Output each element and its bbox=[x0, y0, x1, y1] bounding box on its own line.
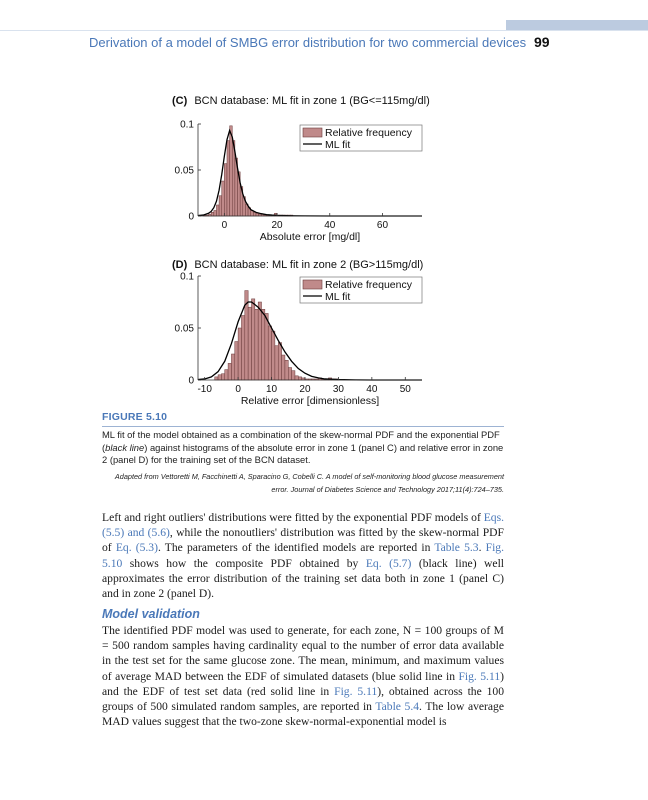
histogram-bar bbox=[216, 205, 219, 216]
histogram-bar bbox=[255, 309, 258, 380]
histogram-bar bbox=[256, 213, 259, 216]
histogram-bar bbox=[218, 375, 221, 380]
histogram-bar bbox=[295, 376, 298, 380]
histogram-bar bbox=[222, 181, 225, 216]
histogram-bar bbox=[268, 326, 271, 380]
y-tick-label: 0.05 bbox=[174, 165, 194, 177]
x-tick-label: 40 bbox=[366, 384, 378, 395]
text-run: Left and right outliers' distributions were fitted by the exponential PDF models of bbox=[102, 511, 484, 524]
x-axis-label: Relative error [dimensionless] bbox=[240, 395, 380, 406]
body-paragraph bbox=[102, 623, 504, 729]
text-run: . bbox=[478, 541, 486, 555]
equation-link[interactable]: Eqs. (5.5) and (5.6) bbox=[102, 511, 505, 540]
histogram-bar bbox=[258, 302, 261, 380]
histogram-bar bbox=[251, 299, 254, 380]
histogram-bar bbox=[262, 309, 265, 380]
histogram-bar bbox=[231, 354, 234, 380]
text-run: (black line) well approximates the error distribution of the training set data both in zone 1 (panel C) and in zone 2 (panel D). bbox=[102, 556, 505, 601]
text-run: . The parameters of the identified models are reported in bbox=[157, 541, 435, 555]
histogram-bar bbox=[211, 212, 214, 216]
histogram-bar bbox=[241, 316, 244, 380]
histogram-bar bbox=[265, 313, 268, 380]
figure-caption bbox=[102, 429, 504, 467]
table-link[interactable]: Table 5.4 bbox=[375, 700, 420, 714]
figure-link[interactable]: Fig. 5.11 bbox=[334, 684, 378, 698]
x-tick-label: 10 bbox=[265, 384, 278, 395]
x-tick-label: 0 bbox=[235, 384, 241, 395]
histogram-bar bbox=[282, 355, 285, 380]
x-tick-label: 0 bbox=[221, 220, 228, 231]
histogram-bar bbox=[292, 371, 295, 380]
histogram-bar bbox=[224, 164, 227, 216]
text-run: . The low average MAD values suggest that the two-zone skew-normal-exponential model is bbox=[102, 700, 504, 729]
histogram-bar bbox=[285, 360, 288, 380]
legend-swatch-bar bbox=[303, 280, 322, 289]
figure-rule bbox=[102, 426, 504, 427]
histogram-bar bbox=[219, 196, 222, 216]
text-run: , while the nonoutliers' distribution was fitted by the skew-normal PDF of bbox=[102, 526, 504, 555]
equation-link[interactable]: Eq. (5.3) bbox=[115, 541, 158, 555]
header-rule bbox=[0, 30, 648, 31]
histogram-bar bbox=[228, 363, 231, 380]
equation-link[interactable]: Eq. (5.7) bbox=[365, 556, 412, 570]
x-tick-label: 30 bbox=[332, 384, 344, 395]
table-link[interactable]: Table 5.3 bbox=[434, 541, 479, 555]
panel-label: (C) bbox=[172, 95, 188, 107]
caption-text: ) against histograms of the absolute error in zone 1 (panel C) and relative error in zone 2 (panel D) for the training set of the BCN dataset. bbox=[102, 441, 504, 466]
y-tick-label: 0.05 bbox=[174, 323, 194, 335]
legend-label: ML fit bbox=[325, 139, 351, 151]
histogram-bar bbox=[230, 126, 233, 216]
histogram-bar bbox=[214, 210, 217, 216]
page-number: 99 bbox=[534, 34, 550, 50]
histogram-bar bbox=[288, 368, 291, 380]
x-tick-label: -10 bbox=[197, 384, 212, 395]
histogram-bar bbox=[248, 307, 251, 380]
figure-link[interactable]: Fig. 5.10 bbox=[102, 541, 504, 570]
text-run: The identified PDF model was used to generate, for each zone, N = 100 groups of M = 500 random samples having cardinality equal to the number of error data available in the test set for the same glucose zone. The mean, minimum, and maximum values of average MAD between the EDF of simulated datasets (blue solid line in bbox=[102, 624, 504, 683]
y-tick-label: 0 bbox=[188, 211, 194, 223]
chart-title-text: BCN database: ML fit in zone 1 (BG<=115mg/dl) bbox=[194, 95, 430, 107]
x-tick-label: 60 bbox=[376, 220, 389, 231]
histogram-bar bbox=[225, 370, 228, 380]
chart-panel-d bbox=[150, 254, 470, 406]
caption-italic: black line bbox=[105, 441, 145, 453]
text-run: ), obtained across the 100 groups of 500 simulated random samples, are reported in bbox=[102, 684, 505, 714]
y-tick-label: 0 bbox=[188, 375, 194, 387]
text-run: shows how the composite PDF obtained by bbox=[122, 556, 366, 570]
figure-credit: Adapted from Vettoretti M, Facchinetti A, Sparacino G, Cobelli C. A model of self-monitoring blood glucose measurement error. Journal of Diabetes Science and Technology 2017;11(4):724–735. bbox=[114, 472, 504, 494]
histogram-bar bbox=[278, 343, 281, 380]
histogram-bar bbox=[275, 346, 278, 380]
figure-label: FIGURE 5.10 bbox=[102, 411, 168, 423]
chart-title bbox=[172, 95, 430, 107]
chart-panel-c bbox=[150, 88, 470, 246]
histogram-bar bbox=[298, 377, 301, 380]
panel-label: (D) bbox=[172, 259, 188, 271]
legend-label: Relative frequency bbox=[325, 279, 412, 291]
x-tick-label: 20 bbox=[271, 220, 283, 231]
x-tick-label: 20 bbox=[299, 384, 311, 395]
x-tick-label: 40 bbox=[324, 220, 336, 231]
histogram-bar bbox=[238, 328, 241, 380]
body-paragraph bbox=[102, 510, 504, 601]
histogram-bar bbox=[253, 212, 256, 216]
histogram-bar bbox=[272, 331, 275, 380]
chart-title bbox=[172, 259, 423, 271]
histogram-bar bbox=[227, 141, 230, 216]
histogram-bar bbox=[221, 374, 224, 380]
chart-title-text: BCN database: ML fit in zone 2 (BG>115mg/dl) bbox=[194, 259, 424, 271]
section-heading: Model validation bbox=[102, 607, 200, 621]
y-tick-label: 0.1 bbox=[180, 271, 194, 283]
y-tick-label: 0.1 bbox=[180, 119, 194, 131]
legend-label: ML fit bbox=[325, 291, 351, 303]
caption-text: ML fit of the model obtained as a combination of the skew-normal PDF and the exponential PDF ( bbox=[102, 429, 500, 453]
figure-link[interactable]: Fig. 5.11 bbox=[458, 669, 501, 683]
x-tick-label: 50 bbox=[399, 384, 411, 395]
text-run: ) and the EDF of test set data (red solid line in bbox=[102, 669, 504, 698]
histogram-bar bbox=[215, 377, 218, 380]
running-head: Derivation of a model of SMBG error distribution for two commercial devices bbox=[89, 35, 527, 50]
legend-swatch-bar bbox=[303, 128, 322, 137]
header-accent-bar bbox=[506, 20, 648, 30]
x-axis-label: Absolute error [mg/dl] bbox=[259, 231, 361, 243]
legend-label: Relative frequency bbox=[325, 127, 412, 139]
histogram-bar bbox=[235, 342, 238, 380]
